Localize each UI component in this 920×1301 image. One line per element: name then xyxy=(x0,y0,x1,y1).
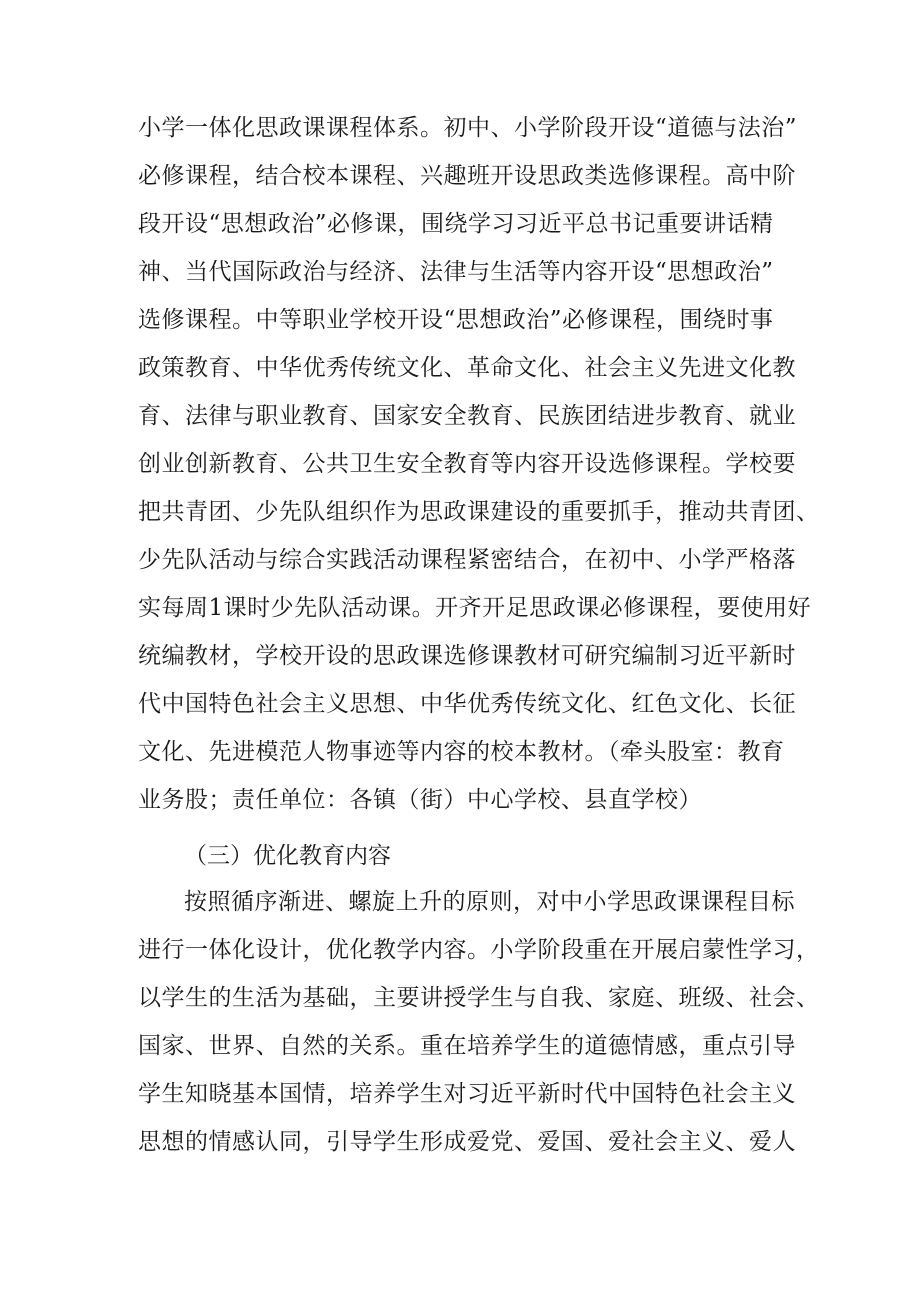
paragraph-line: 神、当代国际政治与经济、法律与生活等内容开设“思想政治” xyxy=(138,259,774,285)
paragraph-line: 少先队活动与综合实践活动课程紧密结合，在初中、小学严格落 xyxy=(138,547,796,573)
paragraph-line: 思想的情感认同，引导学生形成爱党、爱国、爱社会主义、爱人 xyxy=(138,1129,796,1155)
paragraph-line: 进行一体化设计，优化教学内容。小学阶段重在开展启蒙性学习， xyxy=(138,937,820,963)
paragraph-line: 文化、先进模范人物事迹等内容的校本教材。（牵头股室：教育 xyxy=(138,739,785,765)
paragraph-line: 把共青团、少先队组织作为思政课建设的重要抓手，推动共青团、 xyxy=(138,499,820,525)
paragraph-line: 选修课程。中等职业学校开设“思想政治”必修课程，围绕时事 xyxy=(138,307,774,333)
paragraph-line: 以学生的生活为基础，主要讲授学生与自我、家庭、班级、社会、 xyxy=(138,985,820,1011)
paragraph-line: 统编教材，学校开设的思政课选修课教材可研究编制习近平新时 xyxy=(138,643,796,669)
paragraph-curriculum-system xyxy=(138,104,820,824)
paragraph-line: 国家、世界、自然的关系。重在培养学生的道德情感，重点引导 xyxy=(138,1033,796,1059)
paragraph-line: 创业创新教育、公共卫生安全教育等内容开设选修课程。学校要 xyxy=(138,451,796,477)
paragraph-line: 育、法律与职业教育、国家安全教育、民族团结进步教育、就业 xyxy=(138,403,796,429)
paragraph-line: 小学一体化思政课课程体系。初中、小学阶段开设“道德与法治” xyxy=(138,115,798,141)
section-heading: （三）优化教育内容 xyxy=(184,843,391,869)
paragraph-optimize-content xyxy=(138,878,820,1166)
paragraph-line: 实每周1课时少先队活动课。开齐开足思政课必修课程，要使用好 xyxy=(138,595,812,621)
paragraph-line: 段开设“思想政治”必修课，围绕学习习近平总书记重要讲话精 xyxy=(138,211,774,237)
paragraph-line: 业务股；责任单位：各镇（街）中心学校、县直学校） xyxy=(138,787,702,813)
paragraph-line: 必修课程，结合校本课程、兴趣班开设思政类选修课程。高中阶 xyxy=(138,163,796,189)
paragraph-line: 学生知晓基本国情，培养学生对习近平新时代中国特色社会主义 xyxy=(138,1081,796,1107)
paragraph-line: 按照循序渐进、螺旋上升的原则，对中小学思政课课程目标 xyxy=(184,889,795,915)
paragraph-line: 代中国特色社会主义思想、中华优秀传统文化、红色文化、长征 xyxy=(138,691,796,717)
paragraph-line: 政策教育、中华优秀传统文化、革命文化、社会主义先进文化教 xyxy=(138,355,796,381)
